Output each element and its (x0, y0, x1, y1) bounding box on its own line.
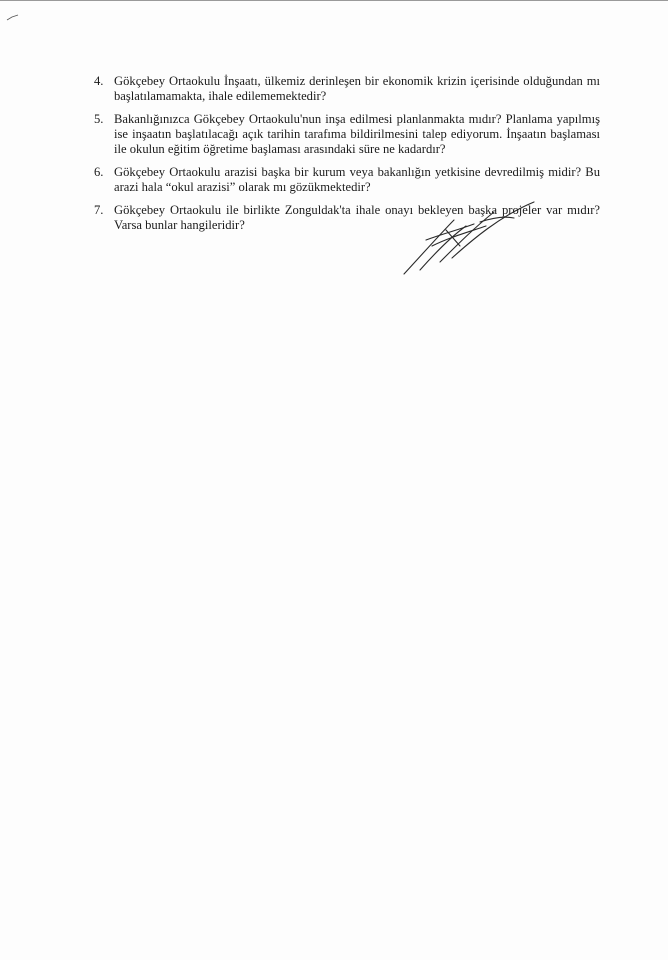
question-item (94, 165, 600, 195)
question-number: 5. (94, 112, 104, 126)
question-item (94, 112, 600, 157)
question-number: 4. (94, 74, 104, 88)
question-text: Gökçebey Ortaokulu İnşaatı, ülkemiz derinleşen bir ekonomik krizin içerisinde olduğundan mı başlatılamamakta, ihale edilememektedir? (114, 74, 600, 103)
question-text: Gökçebey Ortaokulu arazisi başka bir kurum veya bakanlığın yetkisine devredilmiş midir? Bu arazi hala “okul arazisi” olarak mı gözükmektedir? (114, 165, 600, 194)
handwritten-signature (396, 200, 546, 278)
question-number: 6. (94, 165, 104, 179)
question-item (94, 74, 600, 104)
question-number: 7. (94, 203, 104, 217)
top-border (0, 0, 668, 1)
question-text: Gökçebey Ortaokulu ile birlikte Zonguldak'ta ihale onayı bekleyen başka projeler var mıdır? Varsa bunlar hangileridir? (114, 203, 600, 232)
scan-artifact-mark (6, 14, 20, 22)
question-text: Bakanlığınızca Gökçebey Ortaokulu'nun inşa edilmesi planlanmakta mıdır? Planlama yapılmış ise inşaatın başlatılacağı açık tarihin tarafıma bildirilmesini talep ediyorum. İnşaatın başlaması ile okulun eğitim öğretime başlaması arasındaki süre ne kadardır? (114, 112, 600, 156)
